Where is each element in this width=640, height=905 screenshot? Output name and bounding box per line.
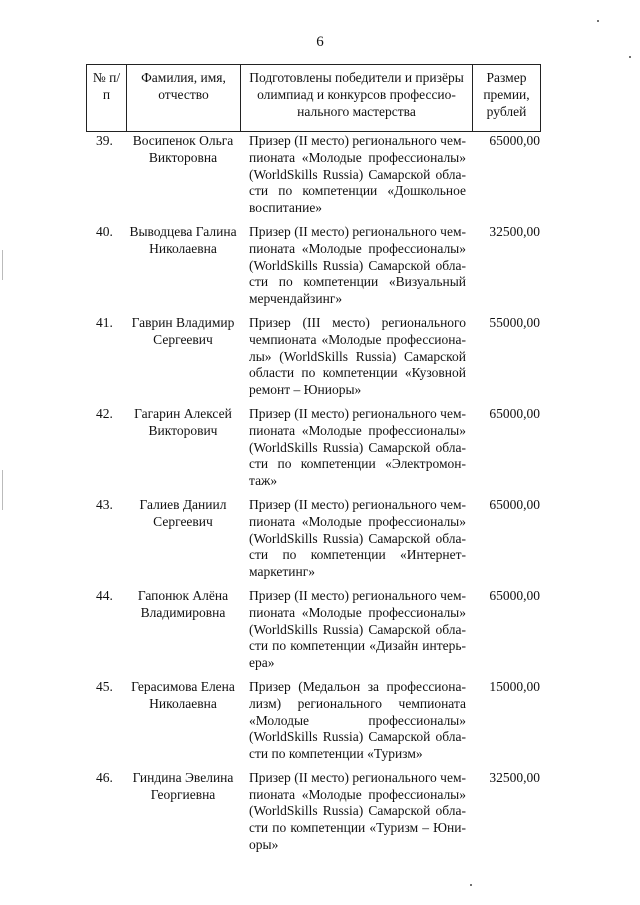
prize-amount: 32500,00 — [489, 223, 540, 239]
table-row — [86, 588, 540, 679]
prize-amount: 65000,00 — [489, 587, 540, 603]
row-number: 41. — [96, 314, 113, 330]
person-name: Галиев Даниил Сергеевич — [139, 496, 227, 529]
header-num: № п/п — [87, 65, 127, 132]
achievement-description: Призер (III место) регионального чемпионата «Молодые профессиона-лы» (WorldSkills Russia) Самарской области по компетенции «Кузовной ремонт – Юниоры» — [249, 314, 466, 398]
scan-dot — [470, 884, 472, 886]
header-prize: Размер премии, рублей — [473, 65, 541, 132]
row-number: 43. — [96, 496, 113, 512]
prize-amount: 15000,00 — [489, 678, 540, 694]
achievement-description: Призер (II место) регионального чем-пионата «Молодые профессионалы» (WorldSkills Russia) Самарской обла-сти по компетенции «Визуальный мерчендайзинг» — [249, 223, 466, 307]
page-number: 6 — [316, 34, 324, 50]
table-row — [86, 224, 540, 315]
table-row — [86, 315, 540, 406]
achievement-description: Призер (II место) регионального чем-пионата «Молодые профессионалы» (WorldSkills Russia) Самарской обла-сти по компетенции «Электромон-таж» — [249, 405, 466, 489]
row-number: 39. — [96, 133, 113, 148]
row-number: 46. — [96, 769, 113, 785]
header-description: Подготовлены победители и призёры олимпиад и конкурсов профессио-нального мастерства — [241, 65, 473, 132]
table-row — [86, 406, 540, 497]
table-header — [86, 64, 541, 132]
row-number: 42. — [96, 405, 113, 421]
prize-amount: 65000,00 — [489, 405, 540, 421]
award-rows — [86, 133, 540, 861]
person-name: Восипенок Ольга Викторовна — [132, 133, 234, 165]
achievement-description: Призер (II место) регионального чем-пионата «Молодые профессионалы» (WorldSkills Russia) Самарской обла-сти по компетенции «Туризм – Юни-оры» — [249, 769, 466, 853]
person-name: Гапонюк Алёна Владимировна — [137, 587, 229, 620]
scan-margin-line — [2, 250, 3, 280]
award-table — [86, 133, 540, 861]
table-row — [86, 497, 540, 588]
scan-dot — [597, 20, 599, 22]
achievement-description: Призер (II место) регионального чем-пионата «Молодые профессионалы» (WorldSkills Russia) Самарской обла-сти по компетенции «Дизайн интерь-ера» — [249, 587, 466, 671]
prize-amount: 32500,00 — [489, 769, 540, 785]
scan-dot — [629, 56, 631, 58]
table-row — [86, 679, 540, 770]
achievement-description: Призер (Медальон за профессиона-лизм) регионального чемпионата «Молодые профессионалы» (WorldSkills Russia) Самарской обла-сти по компетенции «Туризм» — [249, 678, 466, 762]
prize-amount: 65000,00 — [489, 133, 540, 148]
achievement-description: Призер (II место) регионального чем-пионата «Молодые профессионалы» (WorldSkills Russia) Самарской обла-сти по компетенции «Интернет-маркетинг» — [249, 496, 466, 580]
person-name: Гиндина Эвелина Георгиевна — [132, 769, 234, 802]
prize-amount: 65000,00 — [489, 496, 540, 512]
person-name: Гаврин Владимир Сергеевич — [131, 314, 235, 347]
person-name: Выводцева Галина Николаевна — [129, 223, 237, 256]
table-row — [86, 770, 540, 861]
person-name: Герасимова Елена Николаевна — [131, 678, 235, 711]
scan-margin-line — [2, 470, 3, 510]
row-number: 44. — [96, 587, 113, 603]
row-number: 40. — [96, 223, 113, 239]
row-number: 45. — [96, 678, 113, 694]
person-name: Гагарин Алексей Викторович — [134, 405, 232, 438]
prize-amount: 55000,00 — [489, 314, 540, 330]
header-row — [87, 65, 541, 132]
table-row — [86, 133, 540, 224]
header-name: Фамилия, имя, отчество — [127, 65, 241, 132]
achievement-description: Призер (II место) регионального чем-пионата «Молодые профессионалы» (WorldSkills Russia) Самарской обла-сти по компетенции «Дошкольное воспитание» — [249, 133, 466, 216]
